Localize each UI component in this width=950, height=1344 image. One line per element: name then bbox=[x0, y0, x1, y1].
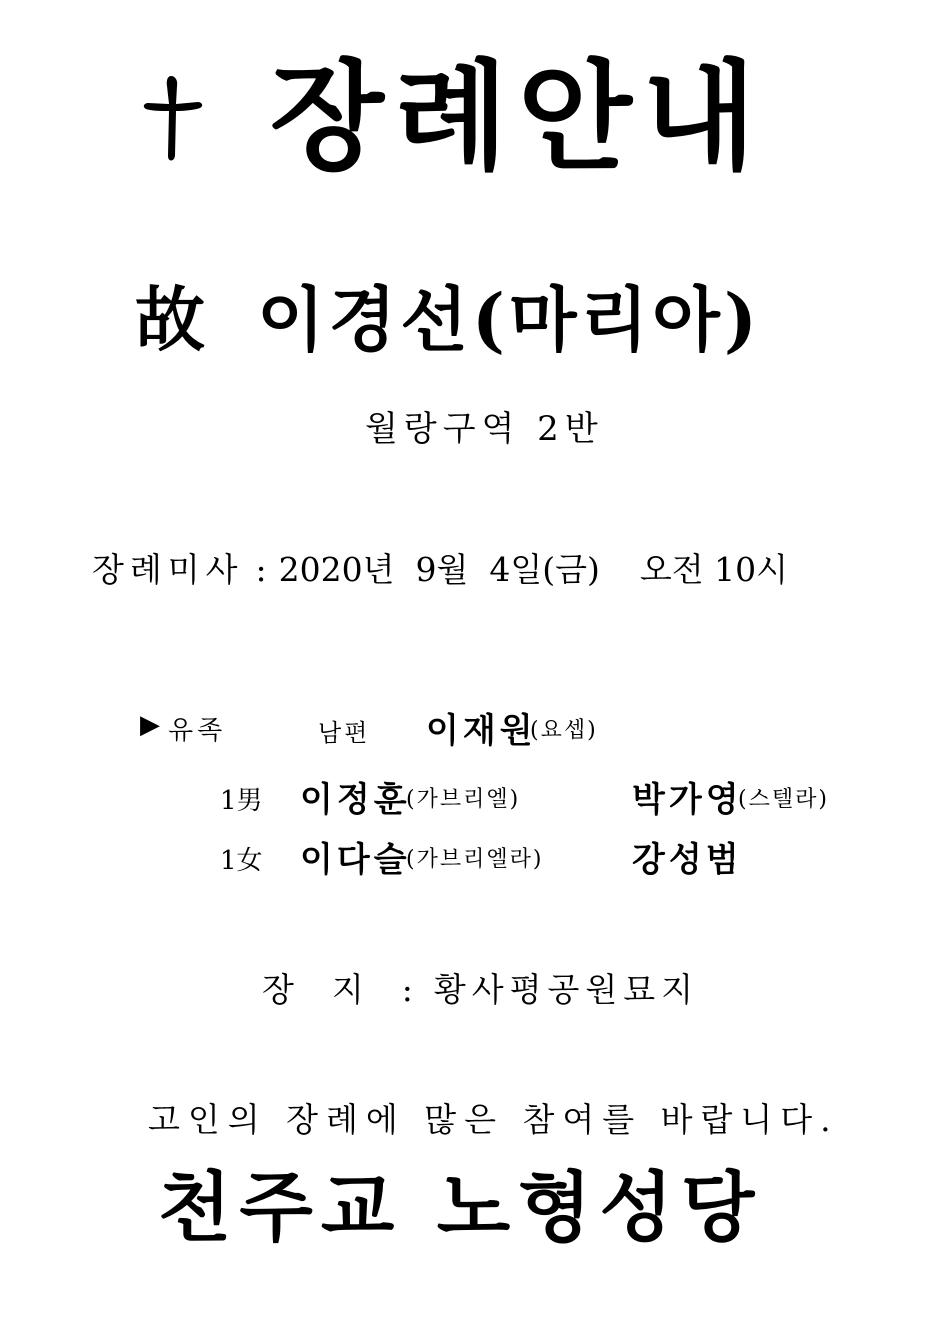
son-role: 1男 bbox=[220, 786, 263, 816]
mass-colon: : bbox=[255, 550, 267, 589]
mass-date: 2020년 9월 4일(금) bbox=[278, 550, 600, 589]
husband-name: 이재원 bbox=[426, 711, 537, 751]
son-spouse-name: 박가영 bbox=[632, 780, 743, 820]
husband-baptismal-name: (요셉) bbox=[530, 718, 598, 743]
district-label: 월랑구역 2반 bbox=[365, 409, 604, 449]
daughter-spouse-name: 강성범 bbox=[632, 840, 743, 880]
funeral-mass-line bbox=[92, 550, 788, 589]
son-baptismal-name: (가브리엘) bbox=[406, 787, 521, 812]
parish-name: 천주교 노형성당 bbox=[158, 1163, 763, 1252]
bullet-arrow-icon: ▶ bbox=[140, 710, 160, 740]
cross-icon bbox=[138, 70, 208, 170]
burial-colon: : bbox=[401, 970, 413, 1009]
son-spouse-baptismal-name: (스텔라) bbox=[738, 787, 829, 812]
burial-label: 장지 bbox=[262, 970, 402, 1009]
daughter-role: 1女 bbox=[220, 846, 263, 876]
closing-message: 고인의 장례에 많은 참여를 바랍니다. bbox=[148, 1100, 839, 1139]
daughter-baptismal-name: (가브리엘라) bbox=[406, 847, 544, 872]
son-name: 이정훈 bbox=[300, 780, 411, 820]
deceased-name: 이경선(마리아) bbox=[257, 278, 761, 361]
family-label: 유족 bbox=[168, 716, 227, 746]
burial-place: 황사평공원묘지 bbox=[433, 970, 700, 1009]
deceased-line bbox=[135, 278, 761, 361]
deceased-prefix: 故 bbox=[135, 278, 205, 361]
daughter-name: 이다슬 bbox=[300, 840, 411, 880]
mass-time: 오전 10시 bbox=[639, 550, 788, 589]
page-title: 장례안내 bbox=[270, 47, 766, 186]
burial-line bbox=[262, 970, 700, 1009]
mass-label: 장례미사 bbox=[92, 550, 244, 589]
husband-role: 남편 bbox=[318, 719, 371, 747]
